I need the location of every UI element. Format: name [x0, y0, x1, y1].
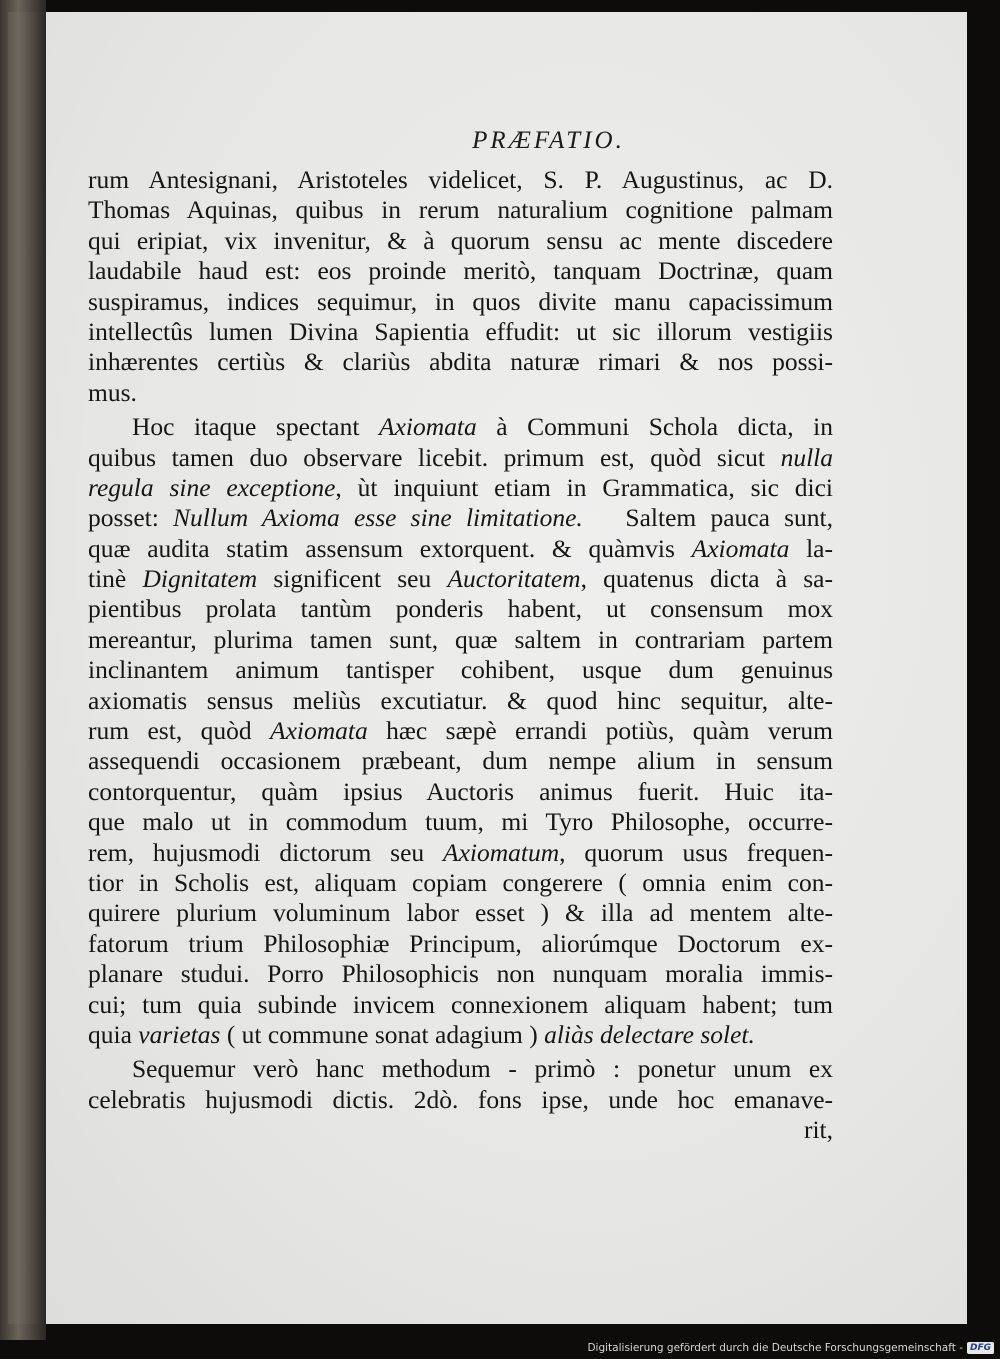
- text-line: laudabile haud est: eos proinde meritò, tanquam Doctrinæ, quam: [88, 256, 833, 286]
- text-line: pientibus prolata tantùm ponderis habent, ut consensum mox: [88, 594, 833, 624]
- text-line: mus.: [88, 377, 137, 407]
- text-line: contorquentur, quàm ipsius Auctoris animus fuerit. Huic ita-: [88, 776, 833, 806]
- dfg-logo: DFG: [967, 1342, 994, 1354]
- text-line: quirere plurium voluminum labor esset ) & illa ad mentem alte-: [88, 898, 833, 928]
- text-line: quia varietas ( ut commune sonat adagium ) aliàs delectare solet.: [88, 1019, 755, 1049]
- text-line: Sequemur verò hanc methodum - primò : ponetur unum ex: [132, 1054, 833, 1084]
- text-line: que malo ut in commodum tuum, mi Tyro Philosophe, occurre-: [88, 807, 833, 837]
- text-line: fatorum trium Philosophiæ Principum, aliorúmque Doctorum ex-: [88, 928, 833, 958]
- text-line: mereantur, plurima tamen sunt, quæ saltem in contrariam partem: [88, 624, 833, 654]
- text-line: Thomas Aquinas, quibus in rerum naturalium cognitione palmam: [88, 195, 833, 225]
- text-line: tinè Dignitatem significent seu Auctoritatem, quatenus dicta à sa-: [88, 564, 833, 594]
- book-page: [8, 12, 967, 1324]
- digitization-credit: [574, 1337, 1000, 1359]
- gutter-shadow: [8, 12, 44, 1324]
- text-line: quæ audita statim assensum extorquent. & quàmvis Axiomata la-: [88, 533, 833, 563]
- body-text: [88, 165, 833, 1146]
- text-line: Hoc itaque spectant Axiomata à Communi Schola dicta, in: [132, 412, 833, 442]
- text-line: axiomatis sensus meliùs excutiatur. & quod hinc sequitur, alte-: [88, 685, 833, 715]
- text-line: qui eripiat, vix invenitur, & à quorum sensu ac mente discedere: [88, 225, 833, 255]
- text-line: quibus tamen duo observare licebit. primum est, quòd sicut nulla: [88, 442, 833, 472]
- text-line: planare studui. Porro Philosophicis non nunquam moralia immis-: [88, 959, 833, 989]
- text-line: rum Antesignani, Aristoteles videlicet, S. P. Augustinus, ac D.: [88, 165, 833, 194]
- text-line: assequendi occasionem præbeant, dum nempe alium in sensum: [88, 746, 833, 776]
- text-line: celebratis hujusmodi dictis. 2dò. fons ipse, unde hoc emanave-: [88, 1084, 833, 1114]
- text-line: suspiramus, indices sequimur, in quos divite manu capacissimum: [88, 286, 833, 316]
- credit-text: Digitalisierung gefördert durch die Deutsche Forschungsgemeinschaft -: [587, 1342, 963, 1354]
- running-head: PRÆFATIO.: [472, 127, 625, 154]
- text-line: inhærentes certiùs & clariùs abdita naturæ rimari & nos possi-: [88, 347, 833, 377]
- text-line: rit,: [803, 1115, 833, 1145]
- text-line: posset: Nullum Axioma esse sine limitatione. Saltem pauca sunt,: [88, 503, 833, 533]
- text-line: intellectûs lumen Divina Sapientia effudit: ut sic illorum vestigiis: [88, 316, 833, 346]
- text-line: tior in Scholis est, aliquam copiam congerere ( omnia enim con-: [88, 867, 833, 897]
- text-line: inclinantem animum tantisper cohibent, usque dum genuinus: [88, 655, 833, 685]
- text-line: rum est, quòd Axiomata hæc sæpè errandi potiùs, quàm verum: [88, 716, 834, 746]
- text-line: regula sine exceptione, ùt inquiunt etiam in Grammatica, sic dici: [88, 472, 833, 502]
- text-line: rem, hujusmodi dictorum seu Axiomatum, quorum usus frequen-: [88, 837, 833, 867]
- text-line: cui; tum quia subinde invicem connexionem aliquam habent; tum: [88, 989, 833, 1019]
